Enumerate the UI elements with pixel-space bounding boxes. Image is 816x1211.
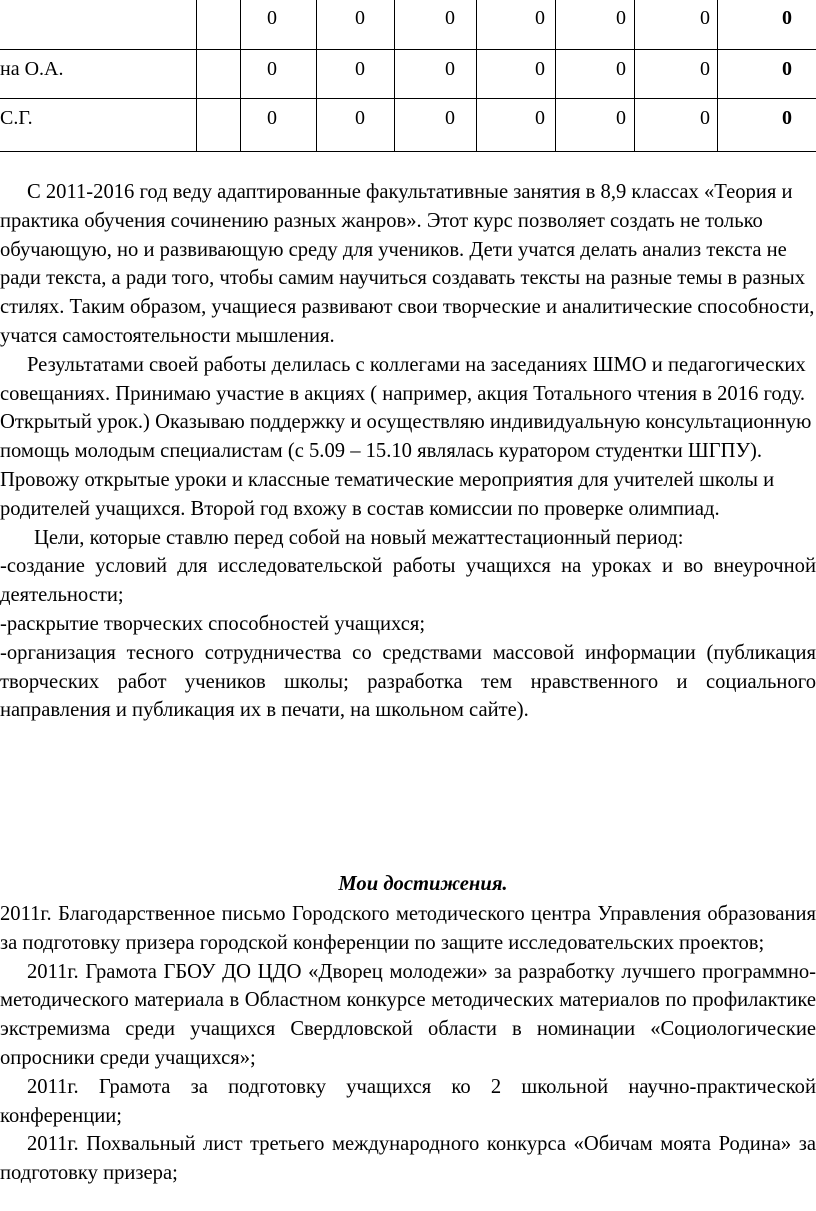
table-col-divider [316, 0, 317, 152]
paragraph-results-sharing: Результатами своей работы делилась с коллегами на заседаниях ШМО и педагогических совещаниях. Принимаю участие в акциях ( например, акция Тотального чтения в 2016 году. Открытый урок.) Оказываю поддержку и осуществляю индивидуальную консультационную помощь молодым специалистам (с 5.09 – 15.10 являлась куратором студентки ШГПУ). Провожу открытые уроки и классные тематические мероприятия для учителей школы и родителей учащихся. Второй год вхожу в состав комиссии по проверке олимпиад. [0, 353, 812, 520]
table-row-divider [0, 151, 816, 152]
table-row-divider [0, 49, 816, 50]
cell-value: 0 [355, 58, 365, 80]
cell-value: 0 [267, 107, 277, 129]
goal-item: -создание условий для исследовательской работы учащихся на уроках и во внеурочной деятельности; [0, 555, 816, 607]
document-body [0, 178, 816, 725]
cell-value: 0 [267, 7, 277, 29]
cell-value: 0 [616, 107, 626, 129]
cell-total: 0 [782, 7, 792, 29]
cell-value: 0 [700, 7, 710, 29]
cell-value: 0 [535, 58, 545, 80]
cell-value: 0 [616, 7, 626, 29]
row-name: на О.А. [0, 58, 64, 80]
paragraph-goals-intro: Цели, которые ставлю перед собой на новый межаттестационный период: [34, 526, 684, 549]
cell-value: 0 [267, 58, 277, 80]
paragraph-elective-course: С 2011-2016 год веду адаптированные факультативные занятия в 8,9 классах «Теория и практика обучения сочинению разных жанров». Этот курс позволяет создать не только обучающую, но и развивающую среду для учеников. Дети учатся делать анализ текста не ради текста, а ради того, чтобы самим научиться создавать тексты на разные темы в разных стилях. Таким образом, учащиеся развивают свои творческие и аналитические способности, учатся самостоятельности мышления. [0, 181, 815, 347]
table-row-divider [0, 98, 816, 99]
cell-value: 0 [445, 107, 455, 129]
achievement-item: 2011г. Грамота за подготовку учащихся ко 2 школьной научно-практической конференции; [0, 1075, 816, 1127]
achievement-item: 2011г. Грамота ГБОУ ДО ЦДО «Дворец молодежи» за разработку лучшего программно-методического материала в Областном конкурсе методических материалов по профилактике экстремизма среди учащихся Свердловской области в номинации «Социологические опросники среди учащихся»; [0, 960, 816, 1069]
results-table [0, 0, 816, 152]
cell-value: 0 [616, 58, 626, 80]
cell-value: 0 [700, 107, 710, 129]
cell-value: 0 [535, 107, 545, 129]
cell-value: 0 [355, 107, 365, 129]
table-col-divider [196, 0, 197, 152]
table-col-divider [240, 0, 241, 152]
cell-value: 0 [535, 7, 545, 29]
table-col-divider [394, 0, 395, 152]
achievements-heading: Мои достижения. [338, 873, 508, 895]
goal-item: -организация тесного сотрудничества со средствами массовой информации (публикация творческих работ учеников школы; разработка тем нравственного и социального направления и публикация их в печати, на школьном сайте). [0, 641, 816, 722]
cell-value: 0 [700, 58, 710, 80]
cell-total: 0 [782, 107, 792, 129]
achievement-item: 2011г. Похвальный лист третьего международного конкурса «Обичам моята Родина» за подготовку призера; [0, 1133, 816, 1185]
row-name: С.Г. [0, 107, 33, 129]
cell-value: 0 [355, 7, 365, 29]
cell-total: 0 [782, 58, 792, 80]
cell-value: 0 [445, 58, 455, 80]
achievements-section [0, 870, 816, 899]
achievement-item: 2011г. Благодарственное письмо Городского методического центра Управления образования за подготовку призера городской конференции по защите исследовательских проектов; [0, 903, 816, 954]
goal-item: -раскрытие творческих способностей учащихся; [0, 612, 426, 635]
achievements-list [0, 900, 816, 1188]
cell-value: 0 [445, 7, 455, 29]
